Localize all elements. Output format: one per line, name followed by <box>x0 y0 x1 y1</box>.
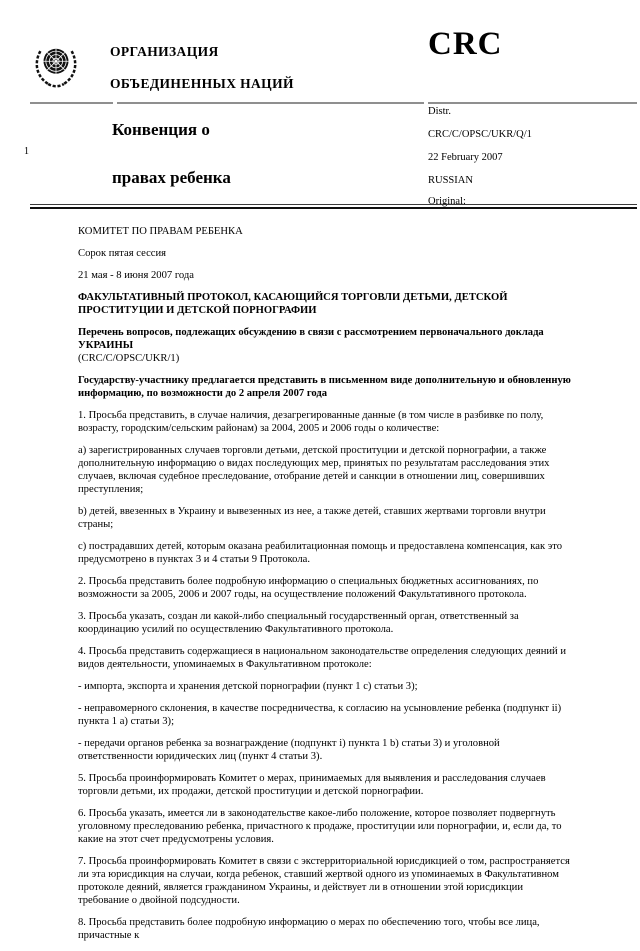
document-date: 22 February 2007 <box>428 152 503 163</box>
paragraph-5: 5. Просьба проинформировать Комитет о мерах, принимаемых для выявления и расследования случаев торговли детьми, их продажи, детской проституции и детской порнографии. <box>78 773 546 797</box>
document-symbol: CRC/C/OPSC/UKR/Q/1 <box>428 129 532 140</box>
session-title: Сорок пятая сессия <box>78 248 167 259</box>
list-item-c: с) пострадавших детей, которым оказана реабилитационная помощь и предоставлена компенсация, как это предусмотрено в пунктах 3 и 4 статьи 9 Протокола. <box>78 541 563 565</box>
committee-name: КОМИТЕТ ПО ПРАВАМ РЕБЕНКА <box>78 226 243 237</box>
convention-title-line2: правах ребенка <box>112 168 231 187</box>
subject-paragraph <box>78 326 576 365</box>
request-paragraph: Государству-участнику предлагается представить в письменном виде дополнительную и обновленную информацию, по возможности до 2 апреля 2007 года <box>78 375 571 399</box>
margin-page-marker: 1 <box>24 146 29 157</box>
paragraph-4: 4. Просьба представить содержащиеся в национальном законодательстве определения следующих деяний и видов деятельности, упоминаемых в Факультативном протоколе: <box>78 646 567 670</box>
header-rule-segment <box>117 102 424 104</box>
subject-bold-text: Перечень вопросов, подлежащих обсуждению в связи с рассмотрением первоначального доклада УКРАИНЫ <box>78 327 544 351</box>
dash-item-2: - неправомерного склонения, в качестве посредничества, к согласию на усыновление ребенка (подпункт ii) пункта 1 а) статьи 3); <box>78 703 562 727</box>
header-rule-segment <box>428 102 637 104</box>
header-rule-segment <box>30 102 113 104</box>
paragraph-3: 3. Просьба указать, создан ли какой-либо специальный государственный орган, ответственный за координацию усилий по осуществлению Факультативного протокола. <box>78 611 519 635</box>
session-dates: 21 мая - 8 июня 2007 года <box>78 270 194 281</box>
paragraph-7: 7. Просьба проинформировать Комитет в связи с экстерриториальной юрисдикцией о том, распространяется ли эта юрисдикция на случаи, когда ребенок, ставший жертвой одного из упоминаемых в Факультативном протоколе деяний, является гражданином Украины, и действует ли в отношении этой юрисдикции требование о двойной подсудности. <box>78 856 570 906</box>
paragraph-6: 6. Просьба указать, имеется ли в законодательстве какое-либо положение, которое позволяет подвергнуть уголовному преследованию ребенка, причастного к продаже, проституции или порнографии, и, если да, то какие на этот счет предусмотрены условия. <box>78 808 562 845</box>
header-bottom-rule <box>30 204 637 209</box>
subject-reference: (CRC/C/OPSC/UKR/1) <box>78 353 180 364</box>
paragraph-8: 8. Просьба представить более подробную информацию о мерах по обеспечению того, чтобы все лица, причастные к <box>78 917 540 941</box>
paragraph-1: 1. Просьба представить, в случае наличия, дезагрегированные данные (в том числе в разбивке по полу, возрасту, городским/сельским районам) за 2004, 2005 и 2006 годы о количестве: <box>78 410 544 434</box>
list-item-a: а) зарегистрированных случаев торговли детьми, детской проституции и детской порнографии, а также дополнительную информацию о видах последующих мер, принятых по результатам расследования этих случаев, включая судебное преследование, отобрание детей и санкции в отношении лиц, совершивших преступления; <box>78 445 550 495</box>
document-body <box>78 225 576 951</box>
dash-item-1: - импорта, экспорта и хранения детской порнографии (пункт 1 с) статьи 3); <box>78 681 418 692</box>
un-emblem-icon <box>31 40 81 95</box>
distr-label: Distr. <box>428 106 452 117</box>
convention-title-line1: Конвенция о <box>112 120 210 139</box>
original-label: Original: <box>428 196 466 207</box>
org-name-line2: ОБЪЕДИНЕННЫХ НАЦИЙ <box>110 76 294 91</box>
document-language: RUSSIAN <box>428 175 473 186</box>
protocol-heading: ФАКУЛЬТАТИВНЫЙ ПРОТОКОЛ, КАСАЮЩИЙСЯ ТОРГОВЛИ ДЕТЬМИ, ДЕТСКОЙ ПРОСТИТУЦИИ И ДЕТСКОЙ ПОРНОГРАФИИ <box>78 292 508 316</box>
org-name-line1: ОРГАНИЗАЦИЯ <box>110 44 219 59</box>
dash-item-3: - передачи органов ребенка за вознаграждение (подпункт i) пункта 1 b) статьи 3) и уголовной ответственности юридических лиц (пункт 4 статьи 3). <box>78 738 500 762</box>
doc-code-heading: CRC <box>428 26 503 62</box>
paragraph-2: 2. Просьба представить более подробную информацию о специальных бюджетных ассигнованиях, по возможности за 2005, 2006 и 2007 годы, на осуществление положений Факультативного протокола. <box>78 576 539 600</box>
list-item-b: b) детей, ввезенных в Украину и вывезенных из нее, а также детей, ставших жертвами торговли внутри страны; <box>78 506 546 530</box>
